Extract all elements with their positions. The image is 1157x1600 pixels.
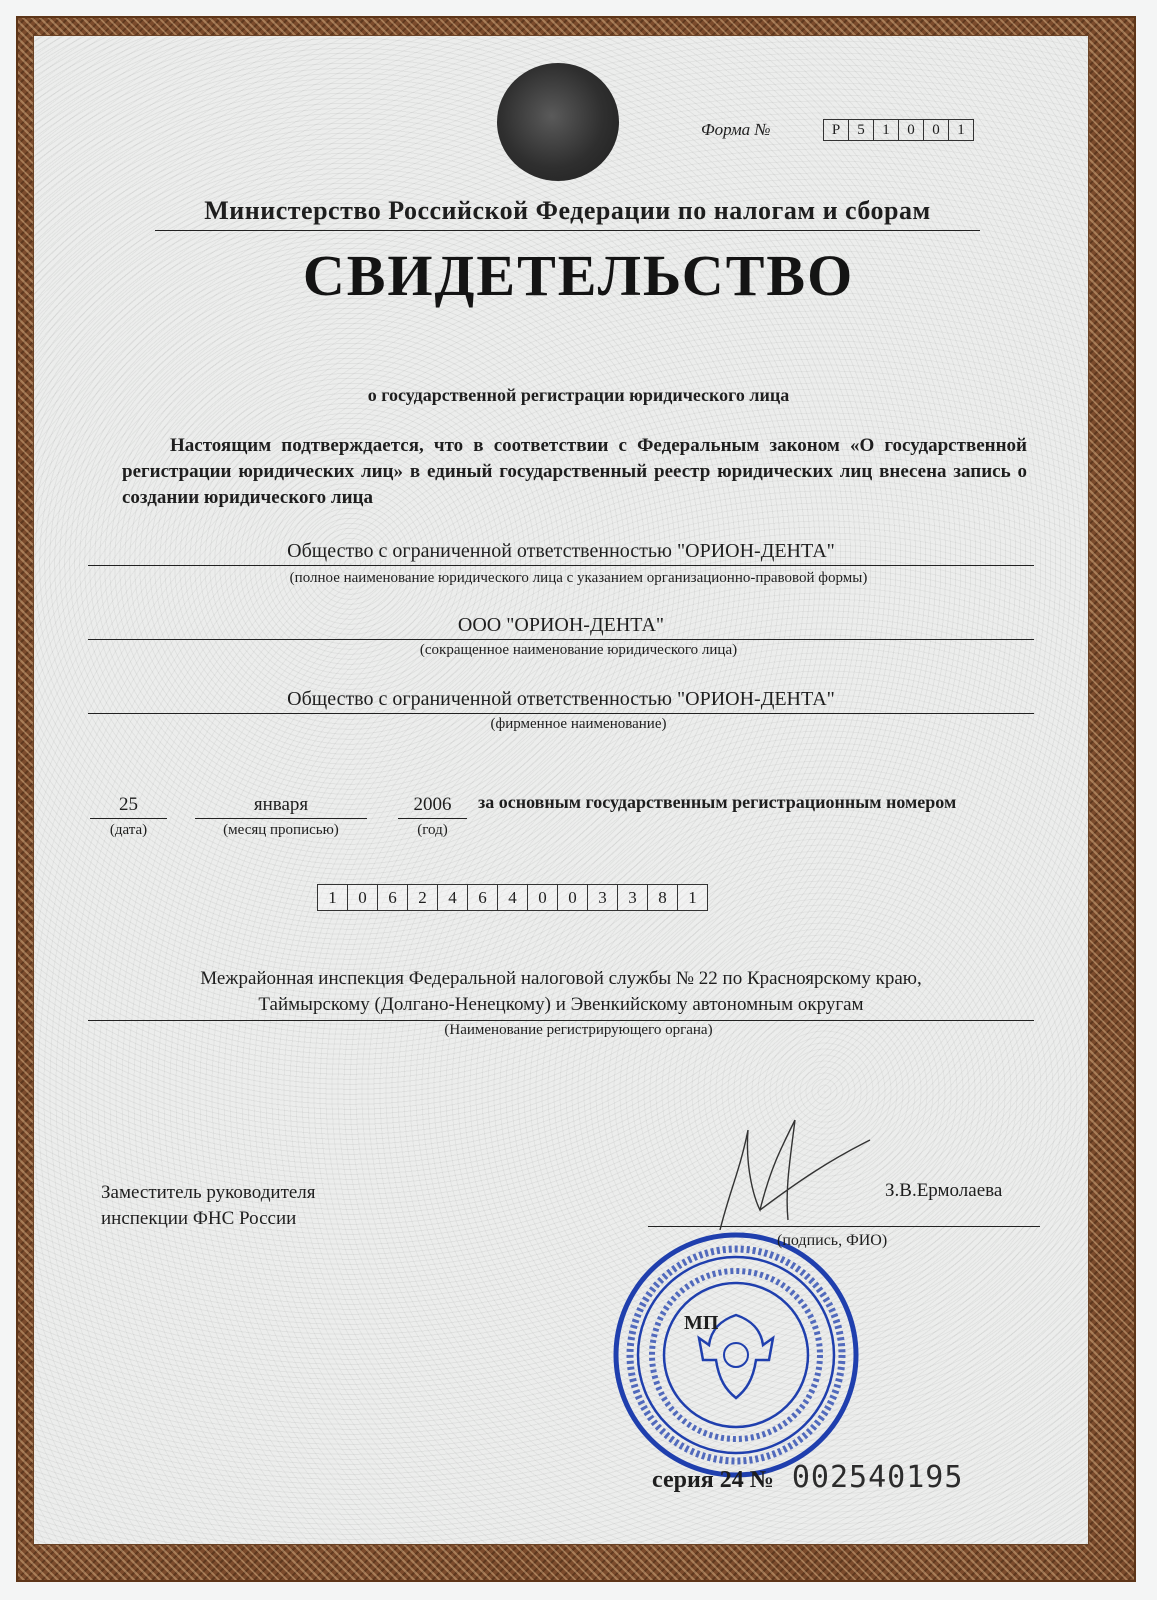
- position-line-1: Заместитель руководителя: [101, 1182, 316, 1203]
- form-code-char: 0: [924, 120, 949, 140]
- date-month-caption: (месяц прописью): [223, 822, 339, 838]
- short-name-caption: (сокращенное наименование юридического лица): [419, 642, 738, 658]
- date-year-caption: (год): [417, 822, 448, 838]
- certificate-number: 002540195: [791, 1460, 964, 1495]
- form-code-char: Р: [824, 120, 849, 140]
- paragraph-text: Настоящим подтверждается, что в соответствии с Федеральным законом «О государственной регистрации юридических лиц» в единый государственный реестр юридических лиц внесена запись о создании юридического лица: [122, 435, 1027, 508]
- signatory-position: [101, 1180, 316, 1232]
- ogrn-digit: 0: [348, 885, 378, 910]
- date-day-caption: (дата): [109, 822, 148, 838]
- date-year: 2006: [398, 794, 467, 819]
- document-subtitle: о государственной регистрации юридического лица: [367, 385, 790, 405]
- registration-number-label: за основным государственным регистрационным номером: [478, 792, 957, 812]
- ogrn-digit: 1: [318, 885, 348, 910]
- position-line-2: инспекции ФНС России: [101, 1208, 297, 1229]
- ogrn-number: [317, 884, 708, 911]
- ministry-name: Министерство Российской Федерации по налогам и сборам: [155, 196, 980, 231]
- series-number: [652, 1460, 963, 1495]
- full-name-caption: (полное наименование юридического лица с указанием организационно-правовой формы): [289, 570, 868, 586]
- stamp-place-label: МП: [684, 1312, 719, 1334]
- ogrn-digit: 2: [408, 885, 438, 910]
- ogrn-digit: 6: [468, 885, 498, 910]
- ogrn-digit: 0: [558, 885, 588, 910]
- registering-authority: [88, 966, 1034, 1021]
- ogrn-digit: 1: [688, 888, 697, 907]
- document-title: СВИДЕТЕЛЬСТВО: [302, 243, 855, 308]
- form-code-char: 0: [899, 120, 924, 140]
- authority-line-1: Межрайонная инспекция Федеральной налоговой службы № 22 по Красноярскому краю,: [200, 968, 922, 989]
- full-name-value: Общество с ограниченной ответственностью "ОРИОН-ДЕНТА": [88, 540, 1034, 566]
- signature-caption: (подпись, ФИО): [777, 1232, 888, 1249]
- form-code-char: 1: [957, 122, 965, 138]
- date-month: января: [195, 794, 367, 819]
- ogrn-digit: 4: [438, 885, 468, 910]
- ogrn-digit: 3: [618, 885, 648, 910]
- authority-line-2: Таймырскому (Долгано-Ненецкому) и Эвенкийскому автономным округам: [258, 994, 864, 1015]
- ogrn-digit: 0: [528, 885, 558, 910]
- form-code-char: 5: [849, 120, 874, 140]
- firm-name-caption: (фирменное наименование): [490, 716, 667, 732]
- form-label: Форма №: [701, 120, 771, 139]
- ogrn-digit: 8: [648, 885, 678, 910]
- ogrn-digit: 6: [378, 885, 408, 910]
- form-code: [823, 119, 974, 141]
- signatory-name: З.В.Ермолаева: [885, 1180, 1003, 1201]
- date-day: 25: [90, 794, 167, 819]
- series-label: серия 24 №: [652, 1467, 774, 1493]
- official-seal: [611, 1230, 861, 1480]
- hologram-sticker: [497, 63, 619, 181]
- firm-name-value: Общество с ограниченной ответственностью "ОРИОН-ДЕНТА": [88, 688, 1034, 714]
- confirmation-paragraph: [122, 433, 1027, 511]
- form-code-char: 1: [874, 120, 899, 140]
- ogrn-digit: 3: [588, 885, 618, 910]
- ogrn-digit: 4: [498, 885, 528, 910]
- short-name-value: ООО "ОРИОН-ДЕНТА": [88, 614, 1034, 640]
- authority-caption: (Наименование регистрирующего органа): [444, 1022, 713, 1038]
- handwritten-signature: [700, 1110, 880, 1240]
